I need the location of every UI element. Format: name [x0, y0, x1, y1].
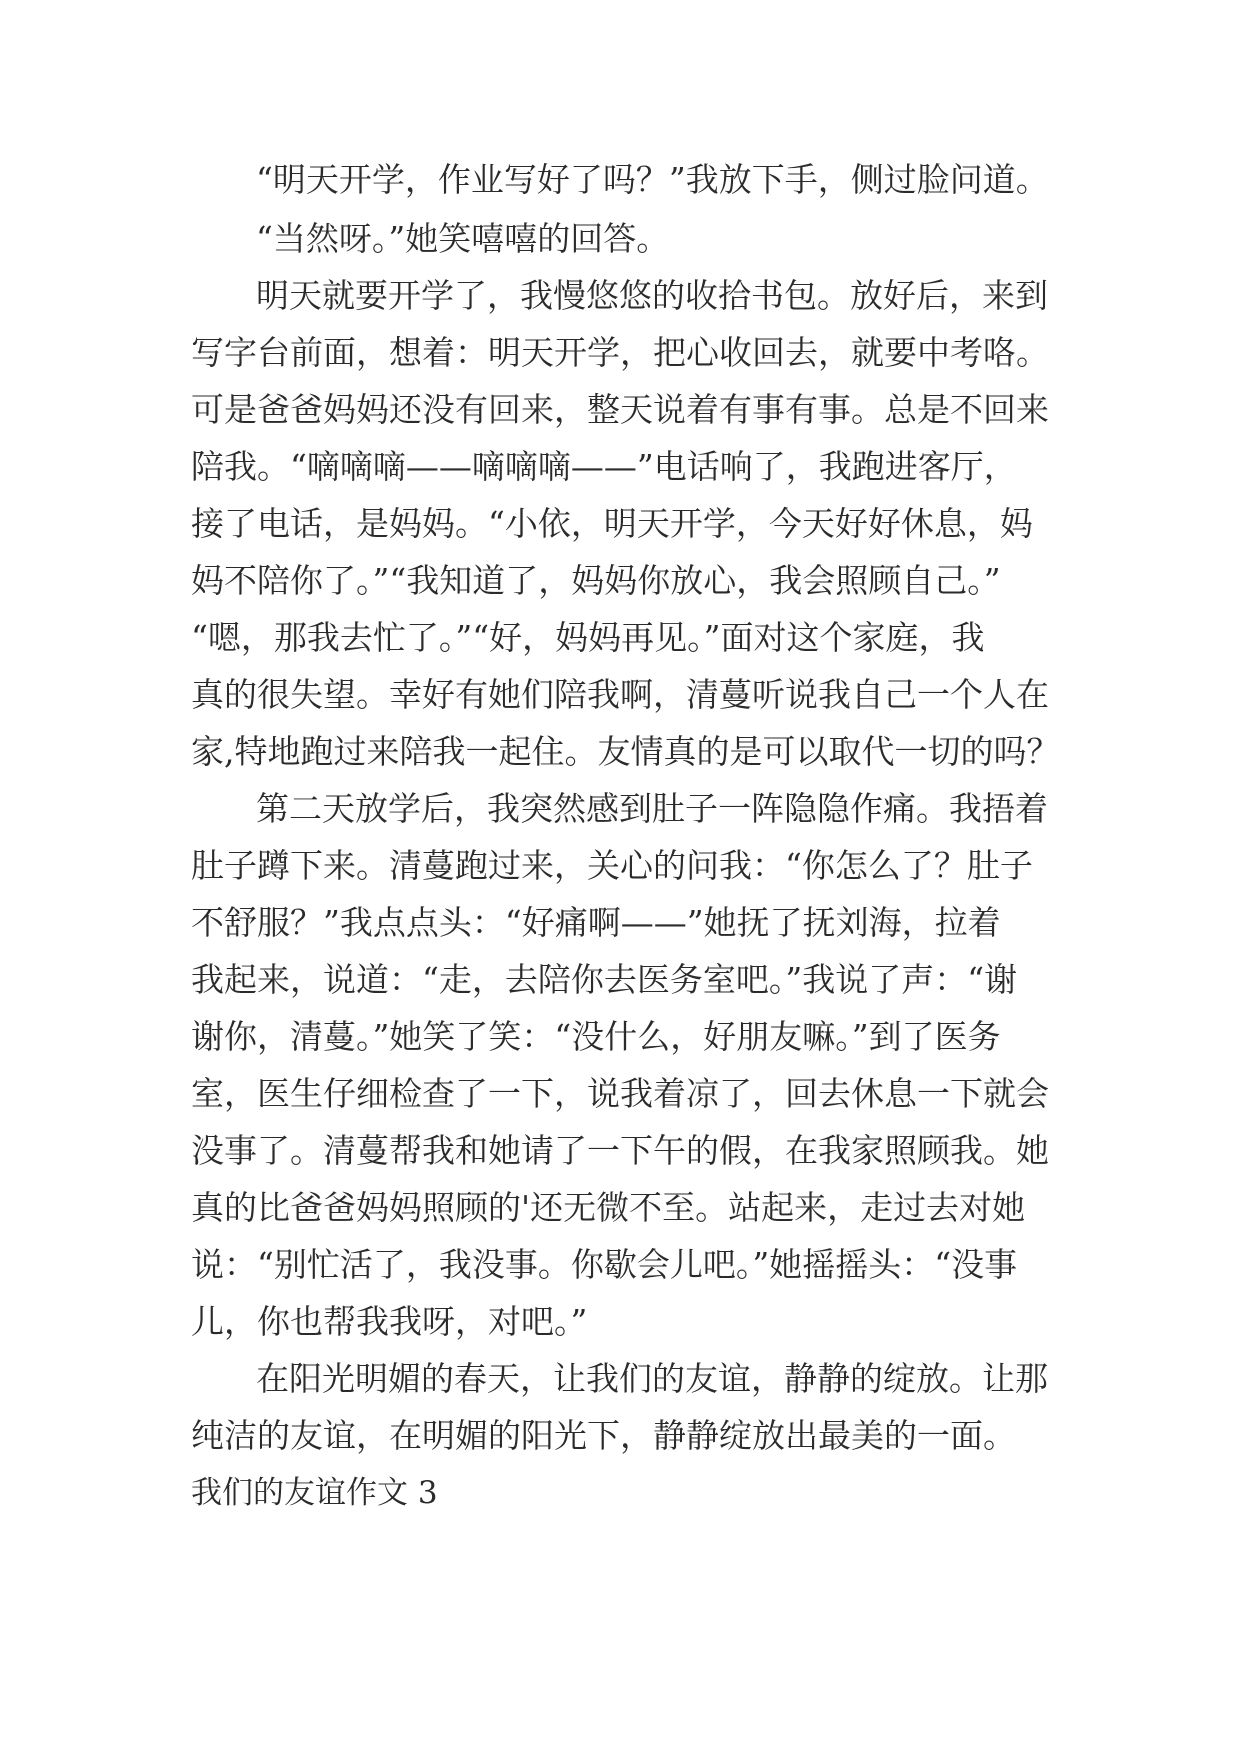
text-line: “明天开学，作业写好了吗？”我放下手，侧过脸问道。 [256, 160, 1049, 199]
text-line: 陪我。“嘀嘀嘀——嘀嘀嘀——”电话响了，我跑进客厅， [191, 447, 1017, 486]
text-line: 谢你，清蔓。”她笑了笑：“没什么，好朋友嘛。”到了医务 [191, 1017, 1001, 1056]
text-line: 儿，你也帮我我呀，对吧。” [191, 1302, 588, 1341]
text-line: 真的比爸爸妈妈照顾的'还无微不至。站起来，走过去对她 [191, 1188, 1026, 1227]
text-line: 写字台前面，想着：明天开学，把心收回去，就要中考咯。 [191, 333, 1049, 372]
text-line: 真的很失望。幸好有她们陪我啊，清蔓听说我自己一个人在 [191, 675, 1049, 714]
text-line: 我起来，说道：“走，去陪你去医务室吧。”我说了声：“谢 [191, 960, 1018, 999]
text-line: 说：“别忙活了，我没事。你歇会儿吧。”她摇摇头：“没事 [191, 1245, 1018, 1284]
text-line: 妈不陪你了。”“我知道了，妈妈你放心，我会照顾自己。” [191, 561, 1001, 600]
text-line: 纯洁的友谊，在明媚的阳光下，静静绽放出最美的一面。 [191, 1416, 1016, 1455]
text-line: “当然呀。”她笑嘻嘻的回答。 [256, 219, 670, 258]
text-line: 第二天放学后，我突然感到肚子一阵隐隐作痛。我捂着 [256, 789, 1048, 828]
text-line: 在阳光明媚的春天，让我们的友谊，静静的绽放。让那 [256, 1359, 1048, 1398]
text-line: 不舒服？”我点点头：“好痛啊——”她抚了抚刘海，拉着 [191, 903, 1001, 942]
text-line: “嗯，那我去忙了。”“好，妈妈再见。”面对这个家庭，我 [191, 618, 985, 657]
text-line: 室，医生仔细检查了一下，说我着凉了，回去休息一下就会 [191, 1074, 1049, 1113]
text-line: 可是爸爸妈妈还没有回来，整天说着有事有事。总是不回来 [191, 390, 1049, 429]
text-line: 没事了。清蔓帮我和她请了一下午的假，在我家照顾我。她 [191, 1131, 1049, 1170]
text-line: 肚子蹲下来。清蔓跑过来，关心的问我：“你怎么了？肚子 [191, 846, 1033, 885]
text-line: 家,特地跑过来陪我一起住。友情真的是可以取代一切的吗？ [191, 732, 1060, 771]
text-line: 明天就要开学了，我慢悠悠的收拾书包。放好后，来到 [256, 276, 1048, 315]
section-title: 我们的友谊作文 3 [191, 1475, 438, 1511]
text-line: 接了电话，是妈妈。“小依，明天开学，今天好好休息，妈 [191, 504, 1033, 543]
